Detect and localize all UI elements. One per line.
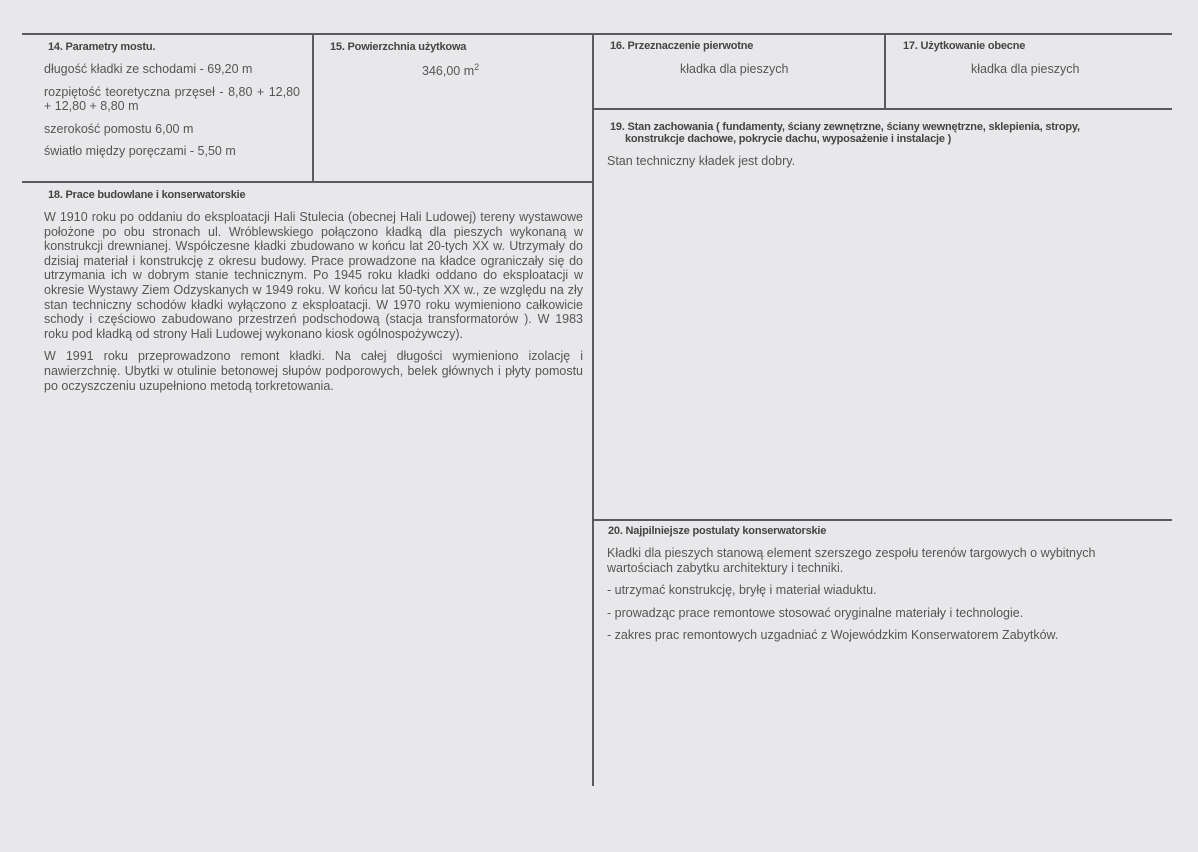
top-rule — [22, 33, 1172, 35]
section-15-usable-area — [330, 41, 585, 79]
section-20-title: 20. Najpilniejsze postulaty konserwatorskie — [608, 525, 827, 537]
works-paragraph-1: W 1910 roku po oddaniu do eksploatacji Hali Stulecia (obecnej Hali Ludowej) tereny wystawowe położone po obu stronach ul. Wróblewskiego połączono kładką dla pieszych wykonaną w konstrukcji drewnianej. Współczesne kładki zbudowano w końcu lat 20-tych XX w. Utrzymały do dzisiaj materiał i konstrukcję z okresu budowy. Prace prowadzone na kładce ograniczały się do utrzymania ich w dobrym stanie technicznym. Po 1945 roku kładki oddano do eksploatacji w okresie Wystawy Ziem Odzyskanych w 1949 roku. W końcu lat 50-tych XX w., ze względu na zły stan techniczny schodów kładki wyłączono z eksploatacji. W 1970 roku wymieniono całkowicie schody i częściowo zabudowano przestrzeń podschodową (stacja transformatorów ). W 1983 roku pod kładką od strony Hali Ludowej wykonano kiosk ogólnospożywczy). — [44, 210, 583, 341]
section-14-bridge-parameters — [34, 41, 306, 159]
condition-text: Stan techniczny kładek jest dobry. — [607, 154, 796, 168]
param-span: rozpiętość teoretyczna przęseł - 8,80 + 12,80 + 12,80 + 8,80 m — [44, 84, 300, 114]
param-length: długość kładki ze schodami - 69,20 m — [44, 62, 253, 76]
section-16-original-purpose — [610, 40, 880, 77]
section-16-title: 16. Przeznaczenie pierwotne — [610, 40, 754, 52]
divider-16-17 — [884, 33, 886, 109]
section-18-title: 18. Prace budowlane i konserwatorskie — [48, 189, 246, 201]
postulate-item: - utrzymać konstrukcję, bryłę i materiał wiaduktu. — [607, 583, 877, 598]
section-20-postulates — [607, 525, 1152, 643]
param-width: szerokość pomostu 6,00 m — [44, 121, 194, 136]
section-17-current-use — [903, 40, 1168, 77]
original-purpose-value: kładka dla pieszych — [680, 62, 789, 76]
divider-center — [592, 33, 594, 786]
postulate-item: - prowadząc prace remontowe stosować oryginalne materiały i technologie. — [607, 605, 1024, 620]
current-use-value: kładka dla pieszych — [971, 62, 1080, 76]
usable-area-value: 346,00 m — [422, 64, 475, 79]
section-14-title: 14. Parametry mostu. — [48, 41, 156, 53]
works-paragraph-2: W 1991 roku przeprowadzono remont kładki. Na całej długości wymieniono izolację i nawierzchnię. Ubytki w otulinie betonowej słupów podporowych, belek głównych i płyty pomostu po oczyszczeniu uzupełniono metodą torkretowania. — [44, 349, 583, 393]
rule-left-18 — [22, 181, 593, 183]
param-clearance: światło między poręczami - 5,50 m — [44, 144, 236, 159]
postulate-intro: Kładki dla pieszych stanową element szerszego zespołu terenów targowych o wybitnych wartościach zabytku architektury i techniki. — [607, 546, 1096, 575]
postulate-item: - zakres prac remontowych uzgadniać z Wojewódzkim Konserwatorem Zabytków. — [607, 628, 1059, 643]
divider-14-15 — [312, 33, 314, 183]
section-17-title: 17. Użytkowanie obecne — [903, 40, 1026, 52]
usable-area-unit-sup: 2 — [474, 62, 480, 72]
rule-right-19 — [593, 108, 1172, 110]
section-18-works — [44, 189, 583, 393]
section-19-condition — [607, 121, 1167, 169]
section-19-title-cont: konstrukcje dachowe, pokrycie dachu, wyposażenie i instalacje ) — [625, 133, 952, 145]
rule-right-20 — [593, 519, 1172, 521]
section-19-title: 19. Stan zachowania ( fundamenty, ściany zewnętrzne, ściany wewnętrzne, sklepienia, stropy, — [610, 121, 1080, 133]
section-15-title: 15. Powierzchnia użytkowa — [330, 41, 467, 53]
